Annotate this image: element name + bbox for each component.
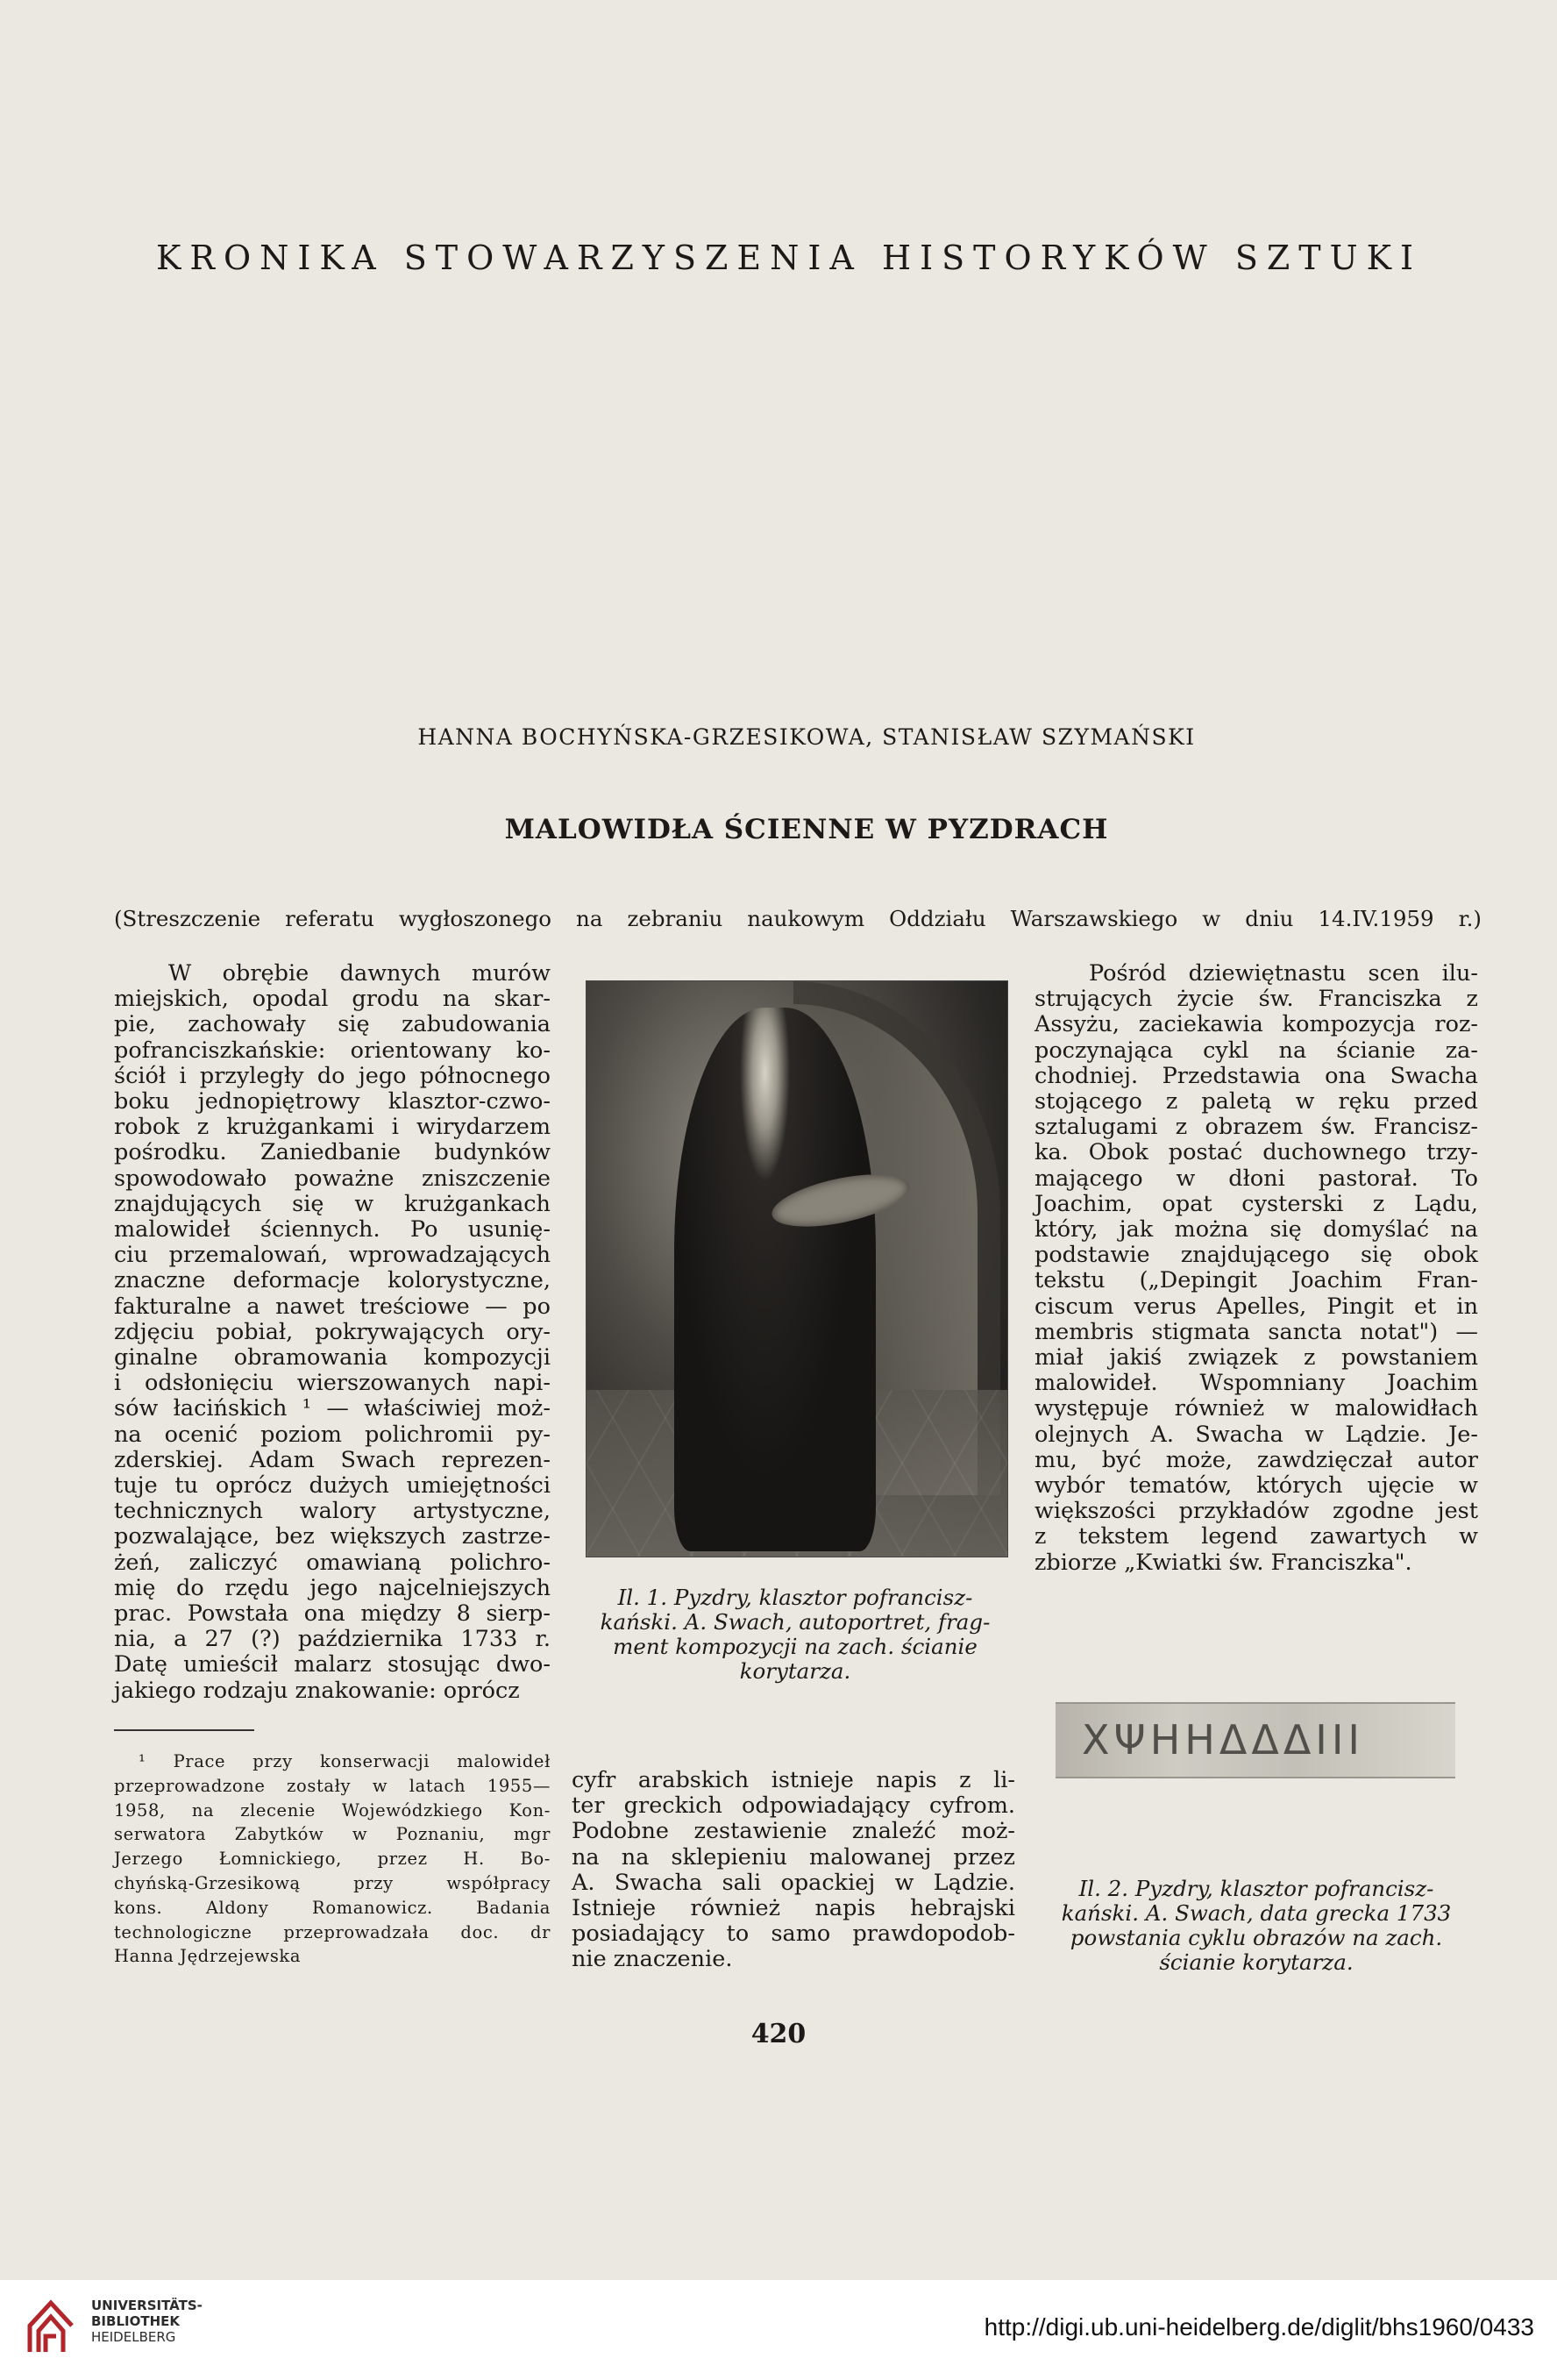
article-authors: HANNA BOCHYŃSKA-GRZESIKOWA, STANISŁAW SZYMAŃSKI — [417, 724, 1196, 750]
footnote-line: serwatora Zabytków w Poznaniu, mgr — [114, 1824, 551, 1845]
caption1-line: ment kompozycji na zach. ścianie — [613, 1634, 978, 1659]
right-column-line: wybór tematów, których ujęcie w — [1034, 1472, 1478, 1500]
left-column-line: ciu przemalowań, wprowadzających — [114, 1242, 551, 1269]
right-column-line: miał jakiś związek z powstaniem — [1034, 1344, 1478, 1372]
left-column-line: fakturalne a nawet treściowe — po — [114, 1293, 551, 1320]
right-column-line: Joachim, opat cysterski z Lądu, — [1034, 1190, 1478, 1217]
middle-column-line: nie znaczenie. — [572, 1946, 733, 1973]
right-column-line: olejnych A. Swacha w Lądzie. Je- — [1034, 1421, 1478, 1448]
left-column-line: pofranciszkańskie: orientowany ko- — [114, 1037, 551, 1064]
left-column-line: ściół i przyległy do jego północnego — [114, 1062, 551, 1089]
painter-figure — [674, 1008, 876, 1551]
footnote-line: 1958, na zlecenie Wojewódzkiego Kon- — [114, 1799, 551, 1821]
right-column-line: malowideł. Wspomniany Joachim — [1034, 1370, 1478, 1397]
right-column-line: membris stigmata sancta notat") — — [1034, 1318, 1478, 1345]
footnote-rule — [114, 1729, 254, 1731]
middle-column-line: posiadający to samo prawdopodob- — [572, 1920, 1015, 1948]
library-logo-icon — [21, 2296, 82, 2359]
middle-column-line: Istnieje również napis hebrajski — [572, 1895, 1015, 1922]
library-name-line-1: UNIVERSITÄTS- — [91, 2298, 203, 2313]
footnote-line: kons. Aldony Romanowicz. Badania — [114, 1897, 551, 1918]
left-column-line: tuje tu oprócz dużych umiejętności — [114, 1472, 551, 1500]
figure-2-photo — [1056, 1702, 1455, 1778]
left-column-line: mię do rzędu jego najcelniejszych — [114, 1574, 551, 1601]
footnote-line: Hanna Jędrzejewska — [114, 1946, 302, 1967]
left-column-line: robok z krużgankami i wirydarzem — [114, 1114, 551, 1141]
right-column-line: z tekstem legend zawartych w — [1034, 1523, 1478, 1550]
right-column-line: mającego w dłoni pastorał. To — [1034, 1165, 1478, 1192]
left-column-line: pozwalające, bez większych zastrze- — [114, 1523, 551, 1550]
page-number: 420 — [750, 2019, 807, 2049]
right-column-line: sztalugami z obrazem św. Francisz- — [1034, 1114, 1478, 1141]
right-column-line: chodniej. Przedstawia ona Swacha — [1034, 1062, 1478, 1089]
left-column-line: technicznych walory artystyczne, — [114, 1498, 551, 1525]
middle-column-line: ter greckich odpowiadający cyfrom. — [572, 1792, 1015, 1820]
right-column-line: poczynająca cykl na ścianie za- — [1034, 1037, 1478, 1064]
caption2-line: ścianie korytarza. — [1159, 1949, 1354, 1975]
left-column-line: znajdujących się w krużgankach — [114, 1190, 551, 1217]
figure-1-photo — [586, 980, 1008, 1557]
right-column-line: zbiorze „Kwiatki św. Franciszka". — [1034, 1549, 1412, 1576]
right-column-line: podstawie znajdującego się obok — [1034, 1242, 1478, 1269]
left-column-line: W obrębie dawnych murów — [168, 960, 551, 987]
middle-column-line: na na sklepieniu malowanej przez — [572, 1843, 1015, 1871]
footnote-line: Jerzego Łomnickiego, przez H. Bo- — [114, 1849, 551, 1870]
left-column-line: nia, a 27 (?) października 1733 r. — [114, 1626, 551, 1653]
middle-column-line: cyfr arabskich istnieje napis z li- — [572, 1767, 1015, 1793]
right-column-line: stojącego z paletą w ręku przed — [1034, 1088, 1478, 1115]
right-column-line: Assyżu, zaciekawia kompozycja roz- — [1034, 1011, 1478, 1038]
right-column-line: strujących życie św. Franciszka z — [1034, 986, 1478, 1013]
left-column-line: Datę umieścił malarz stosując dwo- — [114, 1651, 551, 1678]
caption1-line: Il. 1. Pyzdry, klasztor pofrancisz- — [617, 1585, 973, 1610]
figure-1-caption — [570, 1585, 1020, 1684]
caption2-line: kański. A. Swach, data grecka 1733 — [1061, 1900, 1452, 1926]
left-column-line: zderskiej. Adam Swach reprezen- — [114, 1446, 551, 1473]
left-column-line: miejskich, opodal grodu na skar- — [114, 986, 551, 1013]
caption2-line: Il. 2. Pyzdry, klasztor pofrancisz- — [1078, 1876, 1434, 1901]
middle-column-line: Podobne zestawienie znaleźć moż- — [572, 1818, 1015, 1845]
greek-inscription: ΧΨΗΗΔΔΔΙΙΙ — [1082, 1716, 1365, 1764]
section-header: KRONIKA STOWARZYSZENIA HISTORYKÓW SZTUKI — [155, 239, 1423, 277]
caption1-line: korytarza. — [739, 1658, 851, 1684]
caption1-line: kański. A. Swach, autoportret, frag- — [600, 1609, 991, 1635]
article-summary-note: (Streszczenie referatu wygłoszonego na zebraniu naukowym Oddziału Warszawskiego w dniu 14.IV.1959 r.) — [114, 906, 1482, 931]
left-column-line: i odsłonięciu wierszowanych napi- — [114, 1370, 551, 1397]
left-column-line: zdjęciu pobiał, pokrywających ory- — [114, 1318, 551, 1345]
right-column-line: większości przykładów zgodne jest — [1034, 1498, 1478, 1525]
right-column-line: występuje również w malowidłach — [1034, 1395, 1478, 1422]
left-column-line: na ocenić poziom polichromii py- — [114, 1421, 551, 1448]
left-text-column — [114, 961, 551, 1704]
left-column-line: pośrodku. Zaniedbanie budynków — [114, 1139, 551, 1166]
article-title: MALOWIDŁA ŚCIENNE W PYZDRACH — [504, 814, 1109, 845]
library-name — [91, 2298, 249, 2345]
left-column-line: jakiego rodzaju znakowanie: oprócz — [114, 1677, 520, 1704]
footnote-line: ¹ Prace przy konserwacji malowideł — [139, 1751, 551, 1771]
left-column-line: spowodowało poważne zniszczenie — [114, 1165, 551, 1192]
figure-2-caption — [1027, 1877, 1485, 1975]
library-name-line-3: HEIDELBERG — [91, 2329, 176, 2345]
right-column-line: który, jak można się domyślać na — [1034, 1216, 1478, 1243]
footnote-line: przeprowadzone zostały w latach 1955— — [114, 1775, 551, 1796]
footnote-line: technologiczne przeprowadzała doc. dr — [114, 1921, 551, 1942]
left-column-line: żeń, zaliczyć omawianą polichro- — [114, 1549, 551, 1576]
middle-text-column — [572, 1768, 1015, 1973]
footnote — [114, 1749, 551, 1969]
left-column-line: boku jednopiętrowy klasztor-czwo- — [114, 1088, 551, 1115]
right-column-line: ciscum verus Apelles, Pingit et in — [1034, 1293, 1478, 1320]
right-text-column — [1034, 961, 1478, 1576]
source-url-link[interactable]: http://digi.ub.uni-heidelberg.de/diglit/bhs1960/0433 — [984, 2313, 1534, 2341]
right-column-line: Pośród dziewiętnastu scen ilu- — [1089, 960, 1478, 987]
left-column-line: sów łacińskich ¹ — właściwiej moż- — [114, 1395, 551, 1422]
left-column-line: prac. Powstała ona między 8 sierp- — [114, 1600, 551, 1628]
left-column-line: pie, zachowały się zabudowania — [114, 1011, 551, 1038]
middle-column-line: A. Swacha sali opackiej w Lądzie. — [572, 1869, 1015, 1896]
left-column-line: znaczne deformacje kolorystyczne, — [114, 1267, 551, 1294]
right-column-line: ka. Obok postać duchownego trzy- — [1034, 1139, 1478, 1166]
footnote-line: chyńską-Grzesikową przy współpracy — [114, 1872, 551, 1893]
left-column-line: ginalne obramowania kompozycji — [114, 1344, 551, 1372]
right-column-line: mu, być może, zawdzięczał autor — [1034, 1446, 1478, 1473]
left-column-line: malowideł ściennych. Po usunię- — [114, 1216, 551, 1243]
caption2-line: powstania cyklu obrazów na zach. — [1070, 1925, 1443, 1950]
library-name-line-2: BIBLIOTHEK — [91, 2313, 180, 2329]
right-column-line: tekstu („Depingit Joachim Fran- — [1034, 1267, 1478, 1294]
